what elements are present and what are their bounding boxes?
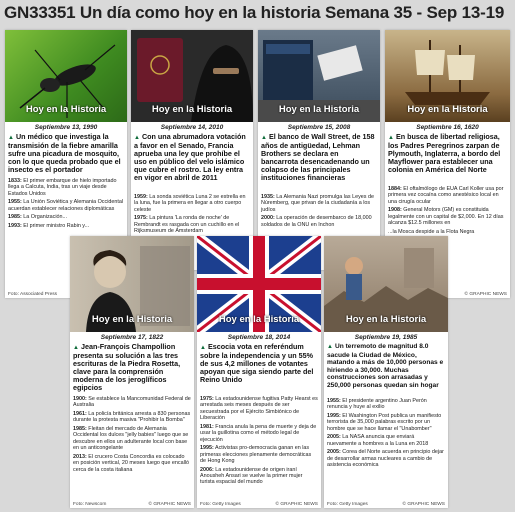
card-headline bbox=[8, 133, 124, 174]
event-year: 1961: bbox=[73, 411, 87, 417]
mosquito-photo bbox=[5, 30, 127, 122]
photo-credit: Foto: Associated Press bbox=[8, 292, 58, 297]
list-item bbox=[73, 396, 191, 409]
event-text: La operación de desembarco de 18,000 soldados de la ONU en Inchon bbox=[261, 215, 372, 228]
event-text: Activistas pro-democracia ganan en las primeras elecciones plenamente democráticas de Hong Kong bbox=[200, 445, 312, 465]
photo-caption: Hoy en la Historia bbox=[151, 104, 233, 115]
headline-text: Un terremoto de magnitud 8.0 sacude la Ciudad de México, matando a más de 10,000 personas e hiriendo a 30,000. Muchas construcciones son arrasadas y 250,000 personas quedan sin hogar bbox=[327, 343, 444, 389]
event-year: 1993: bbox=[8, 223, 22, 229]
event-year: 1833: bbox=[8, 178, 22, 184]
card-date: Septiembre 14, 2010 bbox=[160, 124, 224, 131]
page-title: GN33351 Un día como hoy en la historia Semana 35 - Sep 13-19 bbox=[4, 3, 505, 22]
card-date: Septiembre 15, 2008 bbox=[287, 124, 351, 131]
list-item bbox=[261, 194, 377, 213]
card-headline bbox=[327, 343, 445, 390]
champollion-photo bbox=[70, 236, 194, 332]
bullet-icon: ▲ bbox=[73, 345, 79, 351]
copyright: © GRAPHIC NEWS bbox=[402, 502, 445, 507]
event-year: 1959: bbox=[134, 194, 148, 200]
headline-text: Con una abrumadora votación a favor en el Senado, Francia aprueba una ley que prohíbe el uso en público del velo islámico que cubre el rostro. La ley entra en vigor en abril de 2011 bbox=[134, 132, 246, 183]
bullet-icon: ▲ bbox=[8, 135, 14, 141]
scotland-photo bbox=[197, 236, 321, 332]
card-sep-17 bbox=[70, 236, 194, 508]
event-list bbox=[327, 398, 445, 471]
list-item bbox=[134, 215, 250, 234]
photo-credit: Foto: Getty Images bbox=[327, 502, 368, 507]
event-year: 2000: bbox=[261, 215, 275, 222]
card-date: Septiembre 13, 1990 bbox=[34, 124, 98, 131]
list-item bbox=[388, 229, 507, 235]
list-item bbox=[8, 178, 124, 197]
card-date: Septiembre 18, 2014 bbox=[227, 334, 291, 341]
event-text: El primer embarque de hielo importado llega a Calcuta, India, tras un viaje desde Estados Unidos bbox=[8, 178, 117, 197]
event-year: 2005: bbox=[327, 434, 341, 441]
event-list bbox=[73, 396, 191, 475]
event-year: 1908: bbox=[388, 207, 402, 214]
event-list bbox=[200, 396, 318, 488]
card-headline bbox=[200, 343, 318, 384]
list-item bbox=[388, 186, 507, 205]
event-year: 1975: bbox=[200, 396, 214, 402]
list-item bbox=[200, 467, 318, 486]
event-year: 2013: bbox=[73, 453, 87, 460]
list-item bbox=[73, 411, 191, 424]
event-text: El presidente argentino Juan Perón renuncia y huye al exilio bbox=[327, 398, 427, 411]
event-text: Se establece la Mancomunidad Federal de Australia bbox=[73, 396, 191, 409]
list-item bbox=[327, 413, 445, 432]
event-list bbox=[134, 194, 250, 237]
list-item bbox=[388, 207, 507, 226]
card-headline bbox=[73, 343, 191, 393]
page-header bbox=[2, 2, 513, 28]
event-text: La Organización... bbox=[23, 214, 68, 221]
headline-text: Escocia vota en referéndum sobre la independencia y un 55% de sus 4,2 millones de votantes apoyan que siga siendo parte del Reino Unido bbox=[200, 342, 314, 385]
photo-credit: Foto: Newscom bbox=[73, 502, 107, 507]
event-year: 1955: bbox=[327, 398, 341, 404]
bullet-icon: ▲ bbox=[134, 135, 140, 141]
bullet-icon: ▲ bbox=[388, 135, 394, 141]
event-list bbox=[388, 186, 507, 237]
card-sep-15 bbox=[258, 30, 380, 270]
event-year: 1995: bbox=[200, 445, 214, 452]
list-item bbox=[8, 199, 124, 212]
bullet-icon: ▲ bbox=[327, 344, 333, 350]
list-item bbox=[327, 398, 445, 411]
list-item bbox=[327, 449, 445, 468]
card-footer bbox=[200, 502, 318, 507]
list-item bbox=[261, 215, 377, 228]
list-item bbox=[8, 214, 124, 220]
event-text: La Alemania Nazi promulga las Leyes de Núremberg, que privan de la ciudadanía a los judíos bbox=[261, 194, 374, 213]
event-text: La pintura 'La ronda de noche' de Rembrandt es rasgada con un cuchillo en el Rijksmuseum de Ámsterdam bbox=[134, 215, 240, 235]
headline-text: En busca de libertad religiosa, los Padres Peregrinos zarpan de Plymouth, Inglaterra, a bordo del Mayflower para establecer una colonia en América del Norte bbox=[388, 132, 501, 175]
card-sep-18 bbox=[197, 236, 321, 508]
event-year: 1884: bbox=[388, 186, 402, 192]
event-text: La Unión Soviética y Alemania Occidental acuerdan establecer relaciones diplomáticas bbox=[8, 199, 124, 212]
card-headline bbox=[134, 133, 250, 183]
copyright: © GRAPHIC NEWS bbox=[148, 502, 191, 507]
event-text: El oftalmólogo de EUA Carl Koller usa por primera vez cocaína como anestésico local en una cirugía ocular bbox=[388, 186, 504, 205]
headline-text: Jean-François Champollion presenta su solución a las tres escrituras de la Piedra Rosetta, clave para la comprensión moderna de los jeroglíficos egipcios bbox=[73, 342, 181, 393]
earthquake-photo bbox=[324, 236, 448, 332]
photo-caption: Hoy en la Historia bbox=[25, 104, 107, 115]
card-date: Septiembre 16, 1620 bbox=[416, 124, 479, 131]
photo-caption: Hoy en la Historia bbox=[345, 314, 427, 325]
mayflower-photo bbox=[385, 30, 510, 122]
event-text: La NASA anuncia que enviará nuevamente a hombres a la Luna en 2018 bbox=[327, 434, 429, 447]
event-year: 1975: bbox=[134, 215, 148, 222]
event-year: 1981: bbox=[200, 423, 214, 430]
card-sep-19 bbox=[324, 236, 448, 508]
list-item bbox=[73, 426, 191, 452]
event-year: 1995: bbox=[327, 413, 341, 419]
card-date: Septiembre 17, 1822 bbox=[100, 334, 164, 341]
list-item bbox=[8, 223, 124, 229]
card-sep-14 bbox=[131, 30, 253, 270]
event-year: 1955: bbox=[8, 199, 22, 206]
event-text: Corea del Norte acuerda en principio dejar de desarrollar armas nucleares a cambio de asistencia económica bbox=[327, 449, 444, 469]
event-text: Fleitan del mercado de Alemania Occidental los dulces "jelly babies" luego que se descubre en ellos un adulterante local con base en un anticongelante bbox=[73, 426, 189, 452]
photo-caption: Hoy en la Historia bbox=[91, 314, 173, 325]
event-text: La sonda soviética Luna 2 se estrella en la luna, fue la primera en llegar a otro cuerpo celeste bbox=[134, 194, 246, 213]
bullet-icon: ▲ bbox=[200, 345, 206, 351]
list-item bbox=[200, 445, 318, 464]
photo-caption: Hoy en la Historia bbox=[218, 314, 300, 325]
veil-photo bbox=[131, 30, 253, 122]
list-item bbox=[73, 454, 191, 473]
headline-text: El banco de Wall Street, de 158 años de antigüedad, Lehman Brothers se declara en bancarrota desencadenando un colapso de las principales instituciones financieras bbox=[261, 132, 375, 183]
event-year: 2005: bbox=[327, 449, 341, 456]
event-text: La estadounidense de origen iraní Anousheh Ansari se vuelve la primer mujer turista espacial del mundo bbox=[200, 466, 303, 486]
event-text: El primer ministro Rabin y... bbox=[23, 223, 90, 229]
event-year: 1985: bbox=[8, 214, 22, 221]
event-text: La estadounidense fugitiva Patty Hearst es arrestada seis meses después de ser secuestrada por el Ejército Simbiónico de Liberación bbox=[200, 396, 318, 422]
event-year: 1985: bbox=[73, 426, 87, 432]
bullet-icon: ▲ bbox=[261, 135, 267, 141]
event-text: El Washington Post publica un manifiesto terrorista de 35,000 palabras escrito por un hombre que se hace llamar el "Unabomber" bbox=[327, 413, 442, 432]
event-list bbox=[8, 178, 124, 232]
photo-caption: Hoy en la Historia bbox=[278, 104, 360, 115]
event-text: General Motors (GM) es constituida legalmente con un capital de $2,000. En 12 días alcanza $12.5 millones en bbox=[388, 207, 504, 227]
copyright: © GRAPHIC NEWS bbox=[464, 292, 507, 297]
card-date: Septiembre 19, 1985 bbox=[354, 334, 418, 341]
card-footer bbox=[73, 502, 191, 507]
photo-credit: Foto: Getty Images bbox=[200, 502, 241, 507]
list-item bbox=[200, 396, 318, 422]
event-text: ...la Mosca despide a la Flota Negra bbox=[388, 228, 475, 235]
event-text: Francia anula la pena de muerte y deja de usar la guillotina como el método legal de ejecución bbox=[200, 423, 317, 443]
card-headline bbox=[388, 133, 507, 174]
list-item bbox=[200, 424, 318, 443]
copyright: © GRAPHIC NEWS bbox=[275, 502, 318, 507]
photo-caption: Hoy en la Historia bbox=[407, 104, 488, 115]
card-headline bbox=[261, 133, 377, 183]
card-footer bbox=[327, 502, 445, 507]
event-text: El crucero Costa Concordia es colocado en posición vertical, 20 meses luego que encalló cerca de la costa italiana bbox=[73, 453, 189, 473]
event-year: 2006: bbox=[200, 466, 214, 473]
event-year: 1900: bbox=[73, 396, 87, 402]
lehman-photo bbox=[258, 30, 380, 122]
headline-text: Un médico que investiga la transmisión de la fiebre amarilla sufre una picadura de mosquito, con lo que queda probado que el insecto es el portador bbox=[8, 132, 121, 175]
event-text: La policía británica arresta a 830 personas durante la protesta masiva "Prohibir la Bomba" bbox=[73, 411, 191, 424]
list-item bbox=[327, 434, 445, 447]
event-list bbox=[261, 194, 377, 230]
list-item bbox=[134, 194, 250, 213]
event-year: 1935: bbox=[261, 194, 275, 200]
